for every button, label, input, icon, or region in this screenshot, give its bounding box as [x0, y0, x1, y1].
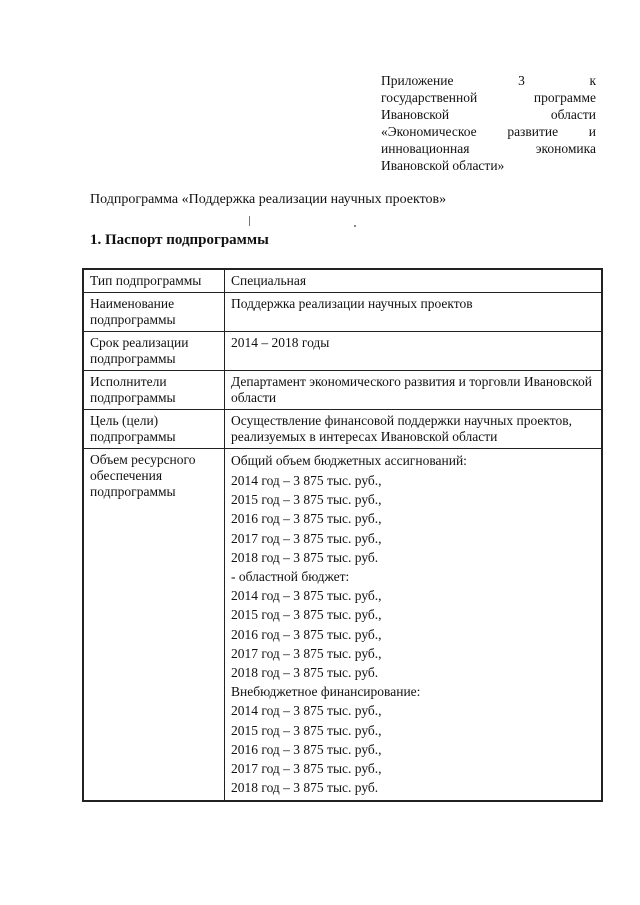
passport-table: [82, 268, 603, 802]
appendix-line-5: [381, 140, 596, 157]
table-row: [83, 410, 602, 449]
row-value: Специальная: [225, 269, 603, 293]
appendix-word: «Экономическое: [381, 124, 477, 139]
scan-dot: [354, 225, 356, 227]
appendix-word: Ивановской: [381, 107, 450, 122]
row-value: Поддержка реализации научных проектов: [225, 293, 603, 332]
funding-line: 2017 год – 3 875 тыс. руб.,: [231, 645, 382, 661]
table-row: [83, 293, 602, 332]
funding-line: 2017 год – 3 875 тыс. руб.,: [231, 530, 382, 546]
appendix-header: [381, 72, 596, 174]
funding-line: 2016 год – 3 875 тыс. руб.,: [231, 511, 382, 527]
table-row: [83, 332, 602, 371]
row-value: Осуществление финансовой поддержки научных проектов, реализуемых в интересах Ивановской области: [225, 410, 603, 449]
funding-line: 2015 год – 3 875 тыс. руб.,: [231, 607, 382, 623]
funding-line: 2016 год – 3 875 тыс. руб.,: [231, 741, 382, 757]
funding-line: 2015 год – 3 875 тыс. руб.,: [231, 492, 382, 508]
appendix-number: 3: [518, 73, 525, 88]
funding-line: Внебюджетное финансирование:: [231, 684, 421, 700]
funding-line: 2014 год – 3 875 тыс. руб.,: [231, 588, 382, 604]
row-label: Цель (цели) подпрограммы: [83, 410, 225, 449]
appendix-word: к: [589, 73, 596, 88]
funding-line: 2018 год – 3 875 тыс. руб.: [231, 665, 379, 681]
funding-line: 2018 год – 3 875 тыс. руб.: [231, 780, 379, 796]
subprogram-title: Подпрограмма «Поддержка реализации научных проектов»: [90, 192, 447, 207]
appendix-line-2: [381, 89, 596, 106]
funding-line: Общий объем бюджетных ассигнований:: [231, 453, 467, 468]
section-heading: 1. Паспорт подпрограммы: [90, 232, 269, 248]
funding-line: - областной бюджет:: [231, 569, 350, 585]
appendix-word: и: [588, 124, 596, 139]
row-label: Тип подпрограммы: [83, 269, 225, 293]
appendix-word: развитие: [507, 124, 559, 139]
funding-label: Объем ресурсного обеспечения подпрограммы: [83, 449, 225, 802]
funding-line: 2015 год – 3 875 тыс. руб.,: [231, 722, 382, 738]
funding-line: 2018 год – 3 875 тыс. руб.: [231, 549, 379, 565]
row-label: Наименование подпрограммы: [83, 293, 225, 332]
scan-mark: [249, 216, 250, 226]
funding-line: 2016 год – 3 875 тыс. руб.,: [231, 626, 382, 642]
appendix-word: Приложение: [381, 73, 454, 88]
appendix-line-6: Ивановской области»: [381, 158, 505, 173]
funding-line: 2014 год – 3 875 тыс. руб.,: [231, 703, 382, 719]
funding-line: 2014 год – 3 875 тыс. руб.,: [231, 473, 382, 488]
row-label: Срок реализации подпрограммы: [83, 332, 225, 371]
appendix-word: программе: [533, 90, 596, 105]
appendix-line-3: [381, 106, 596, 123]
appendix-word: инновационная: [381, 141, 470, 156]
funding-value: [225, 449, 603, 802]
row-value: Департамент экономического развития и торговли Ивановской области: [225, 371, 603, 410]
funding-line: 2017 год – 3 875 тыс. руб.,: [231, 761, 382, 777]
appendix-line-4: [381, 123, 596, 140]
table-row-funding: [83, 449, 602, 802]
appendix-word: экономика: [535, 141, 596, 156]
appendix-word: области: [550, 107, 596, 122]
table-row: [83, 269, 602, 293]
row-value: 2014 – 2018 годы: [225, 332, 603, 371]
row-label: Исполнители подпрограммы: [83, 371, 225, 410]
appendix-line-1: [381, 72, 596, 89]
appendix-word: государственной: [381, 90, 478, 105]
table-row: [83, 371, 602, 410]
